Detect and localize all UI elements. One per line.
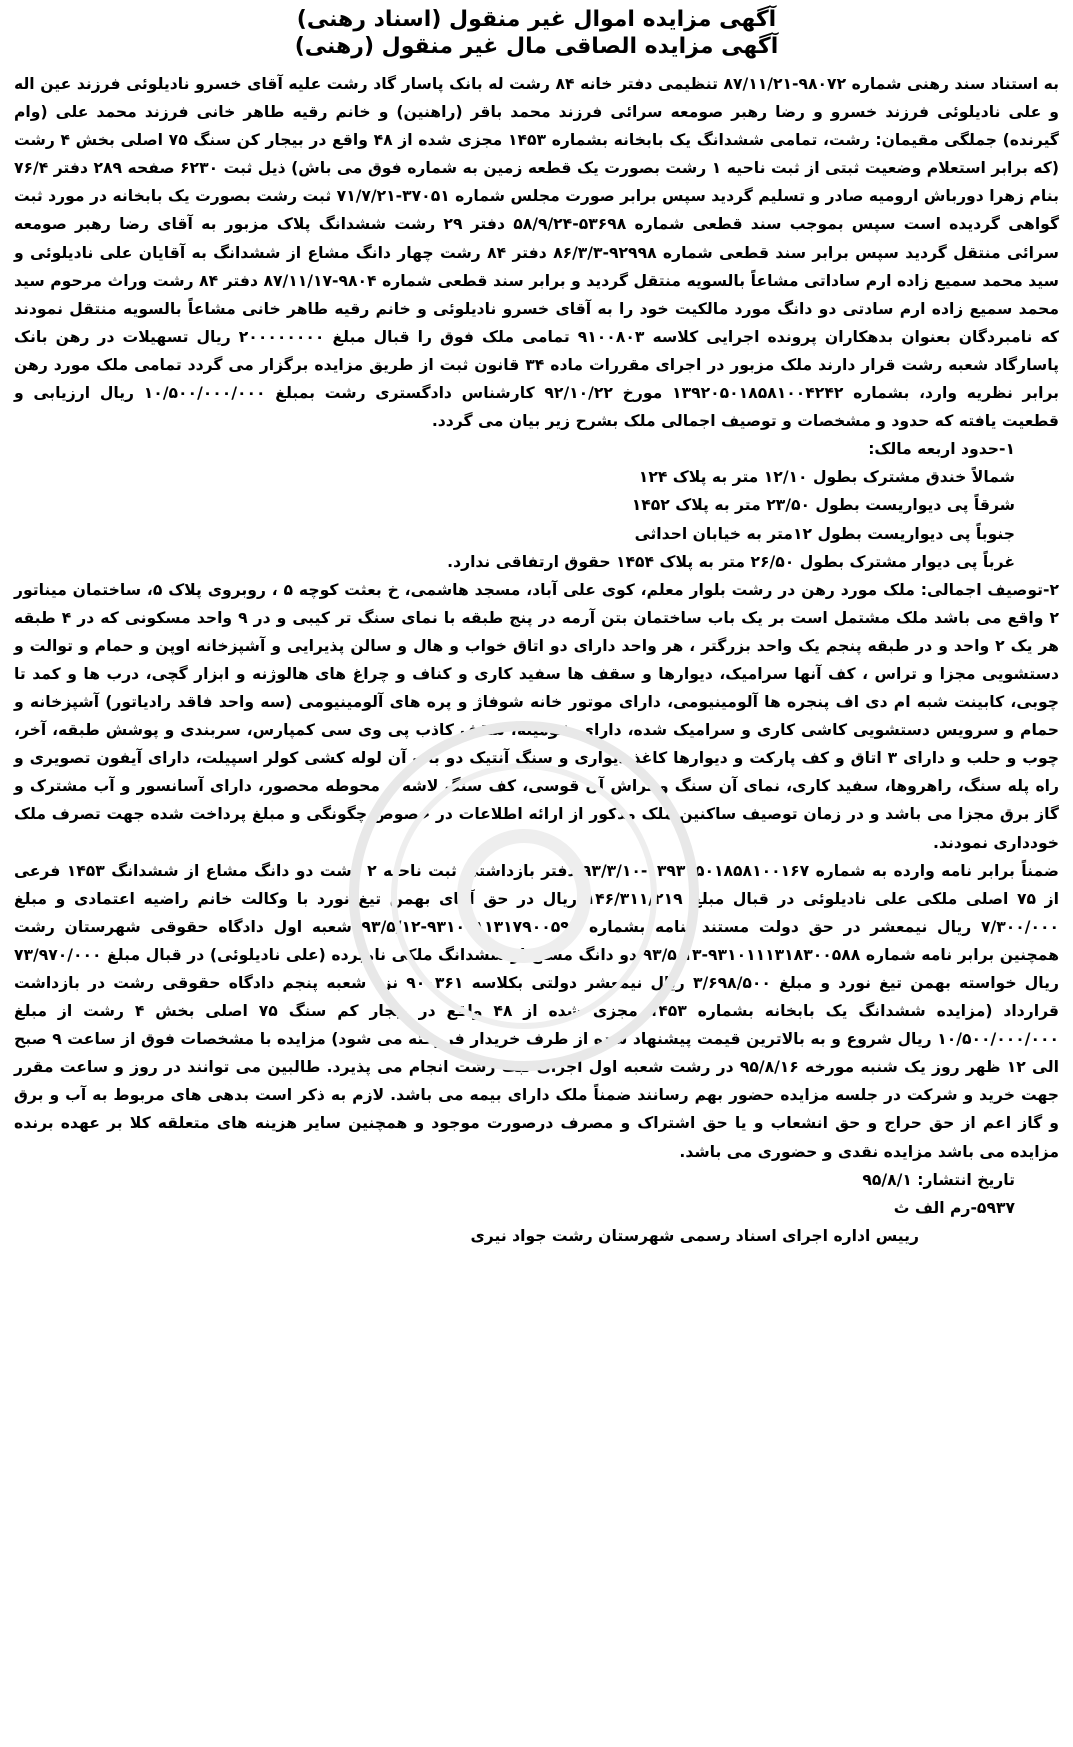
notice-page	[14, 6, 1059, 1741]
publish-date: تاریخ انتشار: ۹۵/۸/۱	[862, 1170, 1015, 1189]
title-line-1: آگهی مزایده اموال غیر منقول (اسناد رهنی)	[296, 7, 777, 32]
description-paragraph: ۲-توصیف اجمالی: ملک مورد رهن در رشت بلوار معلم، کوی علی آباد، مسجد هاشمی، خ بعثت کوچه ۵ ، روبروی پلاک ۵، ساختمان میناتور ۲ واقع می باشد ملک مشتمل است بر یک باب ساختمان بتن آرمه در پنج طبقه با نمای سنگ تر کیبی و در ۹ واحد مسکونی که در ۴ طبقه هر یک ۲ واحد و در طبقه پنجم یک واحد بزرگتر ، هر واحد دارای دو اتاق خواب و هال و سالن پذیرایی و آشپزخانه اوپن و حمام و توالت و دستشویی مجزا و تراس ، کف آنها سرامیک، دیوارها و سقف ها سفید کاری و کناف و چراغ های هالوژنه و ابزار گچی، درب ها و کمد تا چوبی، کابینت شبه ام دی اف پنجره ها آلومینیومی، دارای موتور خانه شوفاژ و پره های آلومینیومی (سه واحد فاقد رادیاتور) آشپزخانه و حمام و سرویس دستشویی کاشی کاری و سرامیک شده، دارای شومینه، سقف کاذب پی وی سی کمپارس، سربندی و پوشش طبقه، آخر، چوب و حلب و دارای ۳ اتاق و کف پارکت و دیوارها کاغذ دیواری و سنگ آنتیک دو باب آن لوله کشی کولر اسپیلت، دارای آیفون تصویری و راه پله سنگ، راهروها، سفید کاری، نمای آن سنگ و تراش آن قوسی، کف سنگ لاشه و محوطه محصور، دارای آسانسور و آب مشترک و گاز برق مجزا می باشد و در زمان توصیف ساکنین ملک مذکور از ارائه اطلاعات در خصوص چگونگی و مبلغ پرداخت شده جهت تصرف ملک خودداری نمودند.	[14, 580, 1060, 852]
notice-header	[14, 6, 1059, 60]
boundary-east: شرقاً پی دیواریست بطول ۲۳/۵۰ متر به پلاک ۱۴۵۲	[631, 496, 1015, 515]
boundary-south: جنوباً پی دیواریست بطول ۱۲متر به خیابان احداثی	[634, 524, 1015, 543]
boundaries-heading: ۱-حدود اربعه مالک:	[868, 440, 1015, 459]
boundary-west: غرباً پی دیوار مشترک بطول ۲۶/۵۰ متر به پلاک ۱۴۵۴ حقوق ارتفاقی ندارد.	[447, 552, 1015, 571]
notice-body	[14, 70, 1059, 1166]
title-line-2: آگهی مزایده الصاقی مال غیر منقول (رهنی)	[294, 34, 779, 59]
notice-footer	[14, 1166, 1059, 1250]
boundary-north: شمالاً خندق مشترک بطول ۱۲/۱۰ متر به پلاک ۱۲۴	[638, 468, 1015, 487]
intro-paragraph: به استناد سند رهنی شماره ۹۸۰۷۲-۸۷/۱۱/۲۱ تنظیمی دفتر خانه ۸۴ رشت له بانک پاسار گاد رشت علیه آقای خسرو نادیلوئی فرزند عین اله و علی نادیلوئی فرزند خسرو و رضا رهبر صومعه سرائی فرزند محمد باقر (راهنین) و خانم رقیه طاهر خانی فرزند محمد علی (وام گیرنده) جملگی مقیمان: رشت، تمامی ششدانگ یک بابخانه بشماره ۱۴۵۳ مجزی شده از ۴۸ واقع در بیجار کن سنگ ۷۵ اصلی بخش ۴ رشت (که برابر استعلام وضعیت ثبتی از ثبت ناحیه ۱ رشت بصورت یک قطعه زمین به شماره فوق می باش) ذیل ثبت ۶۲۳۰ صفحه ۲۸۹ دفتر ۷۶/۴ بنام زهرا دورباش ارومیه صادر و تسلیم گردید سپس برابر صورت مجلس شماره ۳۷۰۵۱-۷۱/۷/۲۱ ثبت رشت بصورت یک بابخانه در مورد ثبت گواهی گردیده است سپس بموجب سند قطعی شماره ۵۳۶۹۸-۵۸/۹/۲۴ دفتر ۲۹ رشت ششدانگ پلاک مزبور به آقای رضا رهبر صومعه سرائی منتقل گردید سپس برابر سند قطعی شماره ۹۲۹۹۸-۸۶/۳/۳ دفتر ۸۴ رشت چهار دانگ مشاع از ششدانگ به آقایان علی نادیلوئی و سید محمد سمیع زاده ارم ساداتی مشاعاً بالسویه منتقل گردید و برابر سند قطعی شماره ۹۸۰۴-۸۷/۱۱/۱۷ دفتر ۸۴ رشت وراث مرحوم سید محمد سمیع زاده ارم سادتی دو دانگ مورد مالکیت خود را به آقای خسرو نادیلوئی و خانم رقیه طاهر خانی مشاعاً بالسویه منتقل نمودند که نامبردگان بعنوان بدهکاران پرونده اجرایی کلاسه ۹۱۰۰۸۰۳ تمامی ملک فوق را قبال مبلغ ۲۰۰۰۰۰۰۰۰ ریال تسهیلات در رهن بانک پاسارگاد شعبه رشت قرار دارند ملک مزبور در اجرای مقررات ماده ۳۴ قانون ثبت از طریق مزایده برگزار می گردد تمامی ملک مورد رهن برابر نظریه وارد، بشماره ۱۳۹۲۰۵۰۱۸۵۸۱۰۰۴۲۴۲ مورخ ۹۲/۱۰/۲۲ کارشناس دادگستری رشت بمبلغ ۱۰/۵۰۰/۰۰۰/۰۰۰ ریال ارزیابی و قطعیت یافته که حدود و مشخصات و توصیف اجمالی ملک بشرح زیر بیان می گردد.	[14, 75, 1060, 431]
boundaries-section	[14, 435, 1059, 575]
reference-code: ۵۹۳۷-رم الف ث	[893, 1198, 1015, 1217]
signature-line: رییس اداره اجرای اسناد رسمی شهرستان رشت جواد نیری	[470, 1226, 919, 1245]
notice-paragraph: ضمناً برابر نامه وارده به شماره ۱۳۹۳۰۵۰۱۸۵۸۱۰۰۱۶۷-۹۳/۳/۱۰ دفتر بازداشتی ثبت ناحیه ۲ رشت دو دانگ مشاع از ششدانگ ۱۴۵۳ فرعی از ۷۵ اصلی ملکی علی نادیلوئی در قبال مبلغ ۱۴۶/۳۱۱/۲۱۹ ریال در حق آقای بهمن تیغ نورد با وکالت خانم راضیه اعتمادی و مبلغ ۷/۳۰۰/۰۰۰ ریال نیمعشر در حق دولت مستند بنامه بشماره ۹۳۱۰۱۱۱۳۱۷۹۰۰۵۹۳-۹۳/۵/۱۲ شعبه اول دادگاه حقوقی شهرستان رشت همچنین برابر نامه شماره ۹۳۱۰۱۱۱۳۱۸۳۰۰۵۸۸-۹۳/۵/۱۳ دو دانگ مشاع از ششدانگ ملکی نامبرده (علی نادیلوئی) در قبال مبلغ ۷۳/۹۷۰/۰۰۰ ریال خواسته بهمن تیغ نورد و مبلغ ۳/۶۹۸/۵۰۰ ریال نیمعشر دولتی بکلاسه ۹۰۰۳۶۱ نزد شعبه پنجم دادگاه حقوقی رشت در بازداشت قرارداد (مزایده ششدانگ یک بابخانه بشماره ۱۴۵۳ مجزی شده از ۴۸ واقع در بیجار کم سنگ ۷۵ اصلی بخش ۴ رشت از مبلغ ۱۰/۵۰۰/۰۰۰/۰۰۰ ریال شروع و به بالاترین قیمت پیشنهاد شده از طرف خریدار فروخته می شود) مزایده با مشخصات فوق از ساعت ۹ صبح الی ۱۲ ظهر روز یک شنبه مورخه ۹۵/۸/۱۶ در رشت شعبه اول اجرای ثبت رشت انجام می پذیرد. طالبین می توانند در روز و ساعت مقرر جهت خرید و شرکت در جلسه مزایده حضور بهم رسانند ضمناً ملک دارای بیمه می باشد. لازم به ذکر است بدهی های مربوط به آب و برق و گاز اعم از حق حراج و حق انشعاب و یا حق اشتراک و مصرف درصورت موجود و همچنین سایر هزینه های متعلقه کلا بر عهده برنده مزایده می باشد مزایده نقدی و حضوری می باشد.	[14, 861, 1060, 1161]
